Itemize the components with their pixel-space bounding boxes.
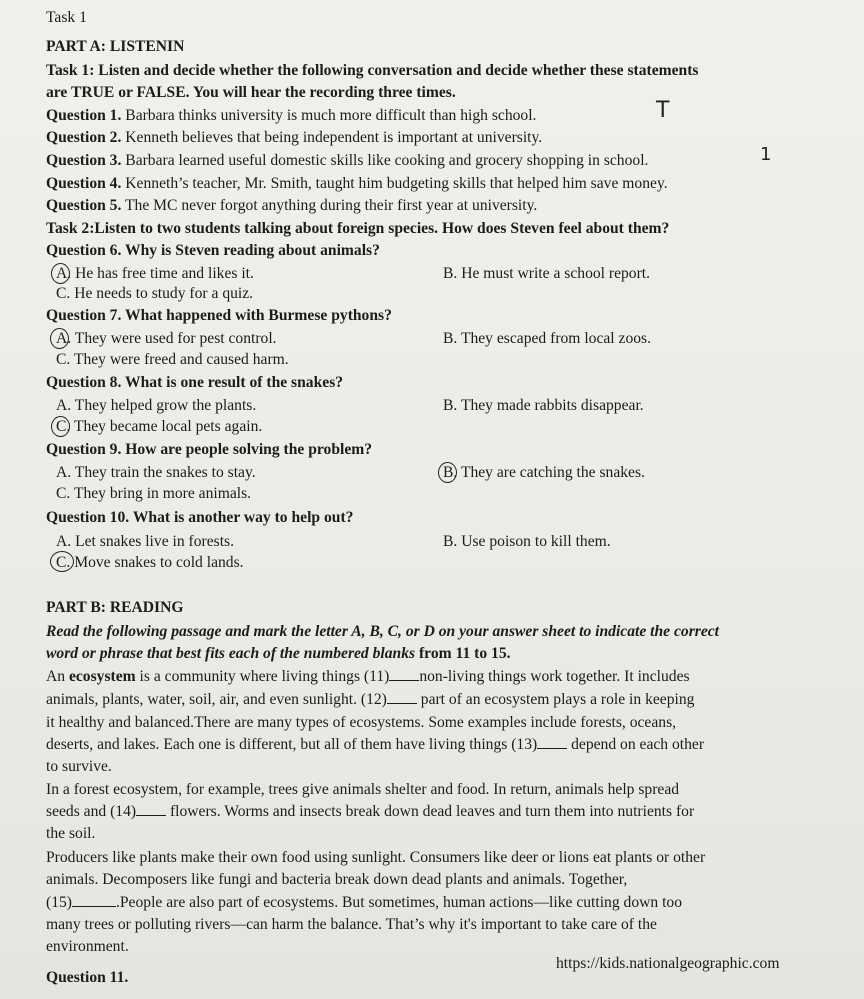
q6-letter-c: C. bbox=[56, 285, 71, 302]
q9-answer-circle bbox=[438, 462, 457, 483]
reading-instruction-italic: word or phrase that best fits each of the numbered blanks bbox=[46, 645, 416, 662]
passage-l11b: .People are also part of ecosystems. But sometimes, human actions—like cutting down too bbox=[115, 894, 683, 911]
q10-text-c: Move snakes to cold lands. bbox=[74, 554, 244, 571]
question-1-label: Question 1. bbox=[46, 107, 122, 124]
passage-l1c: is a community where living things (11) bbox=[135, 668, 390, 685]
question-10 bbox=[46, 508, 353, 528]
q8-option-a bbox=[56, 396, 256, 416]
passage-l2a: animals, plants, water, soil, air, and even sunlight. (12) bbox=[46, 691, 387, 708]
q6-letter-b: B. bbox=[443, 265, 458, 282]
question-8-text: What is one result of the snakes? bbox=[125, 374, 344, 391]
passage-l4b: depend on each other bbox=[567, 736, 705, 753]
q10-letter-b: B. bbox=[443, 533, 458, 550]
q8-text-a: They helped grow the plants. bbox=[74, 397, 257, 414]
task1-instruction-line2: are TRUE or FALSE. You will hear the recording three times. bbox=[46, 84, 456, 101]
q9-text-c: They bring in more animals. bbox=[73, 485, 252, 502]
task-label: Task 1 bbox=[46, 9, 87, 26]
passage-line-9: Producers like plants make their own food using sunlight. Consumers like deer or lions eat plants or other bbox=[46, 849, 706, 866]
passage-line-4 bbox=[46, 735, 704, 755]
question-8-label: Question 8. bbox=[46, 374, 122, 391]
q6-text-c: He needs to study for a quiz. bbox=[74, 285, 254, 302]
q10-option-c bbox=[56, 553, 244, 573]
question-2 bbox=[46, 128, 542, 148]
part-b-title: PART B: READING bbox=[46, 599, 184, 616]
question-4-label: Question 4. bbox=[46, 175, 122, 192]
q7-text-b: They escaped from local zoos. bbox=[460, 330, 652, 347]
question-4 bbox=[46, 174, 668, 194]
question-3 bbox=[46, 151, 648, 171]
q9-letter-a: A. bbox=[56, 464, 72, 481]
q8-text-b: They made rabbits disappear. bbox=[460, 397, 644, 414]
blank-11[interactable] bbox=[389, 668, 419, 681]
passage-line-11 bbox=[46, 893, 682, 913]
handwritten-1-mark: 1 bbox=[760, 144, 772, 165]
reading-instruction-line2 bbox=[46, 644, 511, 664]
handwritten-t-mark: T bbox=[656, 98, 670, 123]
question-1 bbox=[46, 106, 536, 126]
question-11-label: Question 11. bbox=[46, 969, 129, 986]
q8-option-c bbox=[56, 417, 262, 437]
q9-option-a bbox=[56, 463, 256, 483]
q7-letter-a: A. bbox=[56, 330, 72, 347]
q8-letter-a: A. bbox=[56, 397, 72, 414]
q9-letter-c: C. bbox=[56, 485, 71, 502]
passage-ecosystem-keyword: ecosystem bbox=[68, 668, 136, 685]
q7-option-a bbox=[56, 329, 277, 349]
passage-line-1 bbox=[46, 667, 690, 687]
q7-text-c: They were freed and caused harm. bbox=[73, 351, 289, 368]
q7-letter-c: C. bbox=[56, 351, 71, 368]
q9-text-a: They train the snakes to stay. bbox=[74, 464, 256, 481]
task2-instruction: Task 2:Listen to two students talking about foreign species. How does Steven feel about them? bbox=[46, 220, 670, 237]
question-2-label: Question 2. bbox=[46, 129, 122, 146]
question-10-label: Question 10. bbox=[46, 509, 130, 526]
q9-letter-b: B. bbox=[443, 464, 458, 481]
question-7 bbox=[46, 306, 392, 326]
task1-instruction-line1: Task 1: Listen and decide whether the following conversation and decide whether these statements bbox=[46, 62, 699, 79]
q6-option-b bbox=[443, 264, 650, 284]
q9-text-b: They are catching the snakes. bbox=[460, 464, 645, 481]
q7-option-b bbox=[443, 329, 651, 349]
passage-line-5: to survive. bbox=[46, 758, 112, 775]
q8-letter-c: C. bbox=[56, 418, 71, 435]
part-a-title: PART A: LISTENIN bbox=[46, 38, 185, 55]
question-6-label: Question 6. bbox=[46, 242, 122, 259]
source-link[interactable]: https://kids.nationalgeographic.com bbox=[556, 955, 780, 972]
blank-12[interactable] bbox=[387, 691, 417, 704]
q6-answer-circle bbox=[51, 263, 70, 284]
question-9-text: How are people solving the problem? bbox=[125, 441, 373, 458]
q7-text-a: They were used for pest control. bbox=[74, 330, 277, 347]
q10-option-a bbox=[56, 532, 234, 552]
question-3-text: Barbara learned useful domestic skills like cooking and grocery shopping in school. bbox=[125, 152, 649, 169]
question-5 bbox=[46, 196, 537, 216]
q8-answer-circle bbox=[51, 416, 70, 437]
passage-l1d: non-living things work together. It includes bbox=[419, 668, 690, 685]
passage-line-3: it healthy and balanced.There are many types of ecosystems. Some examples include forests, oceans, bbox=[46, 714, 677, 731]
passage-l4a: deserts, and lakes. Each one is different, but all of them have living things (13) bbox=[46, 736, 538, 753]
q6-option-c bbox=[56, 284, 253, 304]
q7-answer-circle bbox=[50, 328, 72, 349]
question-8 bbox=[46, 373, 343, 393]
q7-letter-b: B. bbox=[443, 330, 458, 347]
blank-15[interactable] bbox=[72, 894, 116, 907]
question-2-text: Kenneth believes that being independent is important at university. bbox=[125, 129, 543, 146]
question-5-text: The MC never forgot anything during their first year at university. bbox=[125, 197, 538, 214]
question-7-label: Question 7. bbox=[46, 307, 122, 324]
question-10-text: What is another way to help out? bbox=[132, 509, 354, 526]
blank-14[interactable] bbox=[136, 803, 166, 816]
passage-line-10: animals. Decomposers like fungi and bacteria break down dead plants and animals. Together, bbox=[46, 871, 628, 888]
q8-text-c: They became local pets again. bbox=[73, 418, 263, 435]
q10-letter-c: C. bbox=[56, 554, 71, 571]
blank-13[interactable] bbox=[537, 736, 567, 749]
q7-option-c bbox=[56, 350, 289, 370]
passage-line-13: environment. bbox=[46, 938, 129, 955]
question-9 bbox=[46, 440, 372, 460]
passage-line-7 bbox=[46, 802, 694, 822]
reading-instruction-line1: Read the following passage and mark the letter A, B, C, or D on your answer sheet to indicate the correct bbox=[46, 623, 720, 640]
reading-instruction-bold: from 11 to 15. bbox=[415, 645, 511, 662]
question-5-label: Question 5. bbox=[46, 197, 122, 214]
q10-letter-a: A. bbox=[56, 533, 72, 550]
q8-option-b bbox=[443, 396, 644, 416]
q8-letter-b: B. bbox=[443, 397, 458, 414]
q10-text-a: Let snakes live in forests. bbox=[75, 533, 235, 550]
q10-option-b bbox=[443, 532, 611, 552]
q9-option-c bbox=[56, 484, 251, 504]
passage-line-2 bbox=[46, 690, 694, 710]
question-1-text: Barbara thinks university is much more difficult than high school. bbox=[125, 107, 537, 124]
passage-l7a: seeds and (14) bbox=[46, 803, 137, 820]
passage-l1a: An bbox=[46, 668, 69, 685]
passage-l2b: part of an ecosystem plays a role in keeping bbox=[416, 691, 695, 708]
q6-text-a: He has free time and likes it. bbox=[75, 265, 254, 282]
question-6 bbox=[46, 241, 380, 261]
q10-answer-circle bbox=[50, 551, 74, 572]
q10-text-b: Use poison to kill them. bbox=[461, 533, 611, 550]
q6-letter-a: A. bbox=[56, 265, 72, 282]
passage-line-6: In a forest ecosystem, for example, trees give animals shelter and food. In return, animals help spread bbox=[46, 781, 680, 798]
passage-line-8: the soil. bbox=[46, 825, 96, 842]
question-6-text: Why is Steven reading about animals? bbox=[125, 242, 380, 259]
passage-l7b: flowers. Worms and insects break down dead leaves and turn them into nutrients for bbox=[166, 803, 695, 820]
question-9-label: Question 9. bbox=[46, 441, 122, 458]
q6-text-b: He must write a school report. bbox=[461, 265, 651, 282]
q9-option-b bbox=[443, 463, 645, 483]
question-7-text: What happened with Burmese pythons? bbox=[125, 307, 392, 324]
q6-option-a bbox=[56, 264, 254, 284]
passage-line-12: many trees or polluting rivers—can harm the balance. That’s why it's important to take care of the bbox=[46, 916, 657, 933]
question-3-label: Question 3. bbox=[46, 152, 122, 169]
question-4-text: Kenneth’s teacher, Mr. Smith, taught him budgeting skills that helped him save money. bbox=[125, 175, 668, 192]
passage-l11a: (15) bbox=[46, 894, 72, 911]
